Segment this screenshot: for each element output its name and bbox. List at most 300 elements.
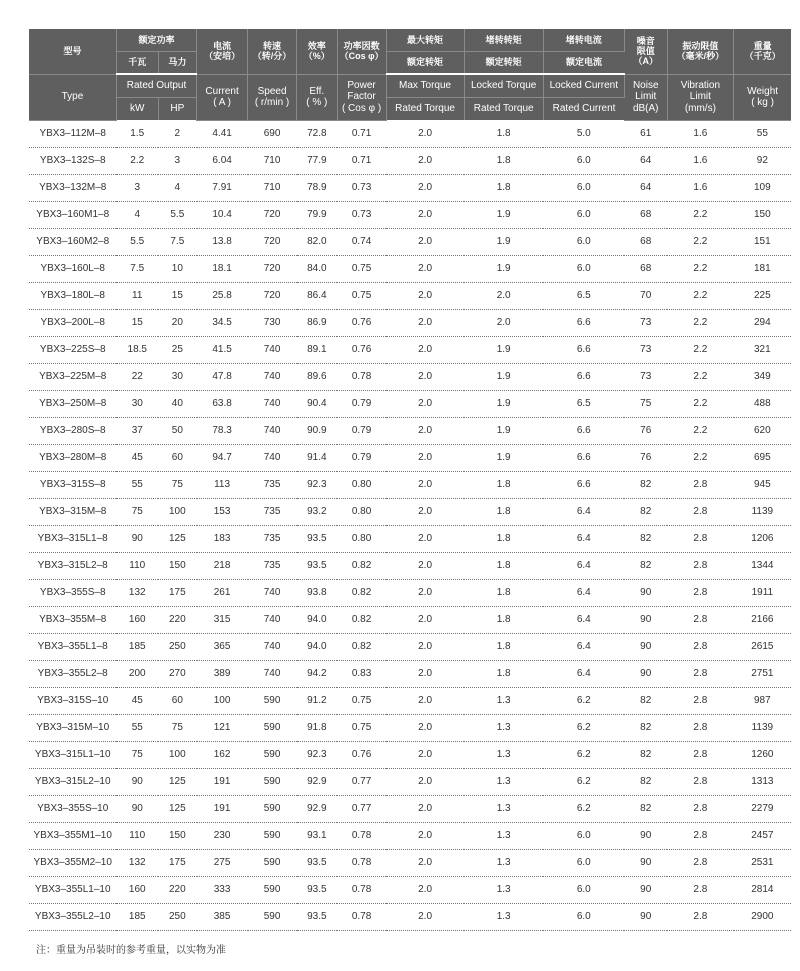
- header-maxtorque-cn: 最大转矩: [386, 29, 464, 52]
- cell-eff: 79.9: [297, 201, 338, 228]
- cell-vibration: 1.6: [667, 174, 734, 201]
- cell-noise: 64: [624, 147, 667, 174]
- cell-locked-torque: 1.8: [464, 660, 543, 687]
- cell-model: YBX3–315S–10: [29, 687, 116, 714]
- cell-weight: 2531: [734, 849, 791, 876]
- cell-vibration: 2.8: [667, 876, 734, 903]
- cell-kw: 90: [116, 795, 158, 822]
- cell-max-torque: 2.0: [386, 471, 464, 498]
- cell-model: YBX3–355L2–10: [29, 903, 116, 930]
- cell-hp: 175: [158, 849, 197, 876]
- cell-speed: 590: [248, 849, 297, 876]
- cell-kw: 1.5: [116, 120, 158, 147]
- cell-current: 100: [197, 687, 248, 714]
- cell-max-torque: 2.0: [386, 147, 464, 174]
- cell-max-torque: 2.0: [386, 579, 464, 606]
- cell-current: 191: [197, 768, 248, 795]
- cell-vibration: 2.8: [667, 633, 734, 660]
- cell-weight: 181: [734, 255, 791, 282]
- header-lockedtorque-en2: Rated Torque: [464, 98, 543, 121]
- header-lockedcurrent-en: Locked Current: [543, 74, 624, 98]
- header-speed-en: Speed ( r/min ): [248, 74, 297, 120]
- cell-current: 63.8: [197, 390, 248, 417]
- cell-noise: 82: [624, 714, 667, 741]
- cell-max-torque: 2.0: [386, 282, 464, 309]
- cell-hp: 150: [158, 552, 197, 579]
- cell-hp: 20: [158, 309, 197, 336]
- cell-noise: 82: [624, 525, 667, 552]
- spec-table-container: [29, 29, 791, 931]
- cell-noise: 68: [624, 228, 667, 255]
- table-row: [29, 579, 791, 606]
- cell-locked-current: 6.4: [543, 525, 624, 552]
- cell-speed: 735: [248, 525, 297, 552]
- table-row: [29, 309, 791, 336]
- cell-vibration: 2.2: [667, 255, 734, 282]
- cell-model: YBX3–315L2–10: [29, 768, 116, 795]
- cell-vibration: 1.6: [667, 147, 734, 174]
- cell-locked-torque: 1.8: [464, 633, 543, 660]
- cell-noise: 68: [624, 255, 667, 282]
- table-row: [29, 201, 791, 228]
- cell-pf: 0.77: [337, 795, 386, 822]
- cell-noise: 90: [624, 660, 667, 687]
- cell-pf: 0.78: [337, 903, 386, 930]
- cell-max-torque: 2.0: [386, 552, 464, 579]
- cell-kw: 30: [116, 390, 158, 417]
- cell-hp: 50: [158, 417, 197, 444]
- cell-eff: 94.0: [297, 633, 338, 660]
- header-lockedcurrent-en2: Rated Current: [543, 98, 624, 121]
- cell-vibration: 2.8: [667, 714, 734, 741]
- cell-speed: 590: [248, 768, 297, 795]
- cell-vibration: 2.8: [667, 849, 734, 876]
- cell-noise: 90: [624, 849, 667, 876]
- cell-noise: 73: [624, 309, 667, 336]
- cell-noise: 76: [624, 417, 667, 444]
- cell-locked-current: 6.2: [543, 741, 624, 768]
- cell-max-torque: 2.0: [386, 120, 464, 147]
- cell-locked-current: 6.4: [543, 660, 624, 687]
- cell-speed: 590: [248, 687, 297, 714]
- cell-weight: 92: [734, 147, 791, 174]
- cell-vibration: 2.8: [667, 552, 734, 579]
- table-row: [29, 687, 791, 714]
- cell-locked-torque: 1.9: [464, 201, 543, 228]
- cell-model: YBX3–280M–8: [29, 444, 116, 471]
- cell-eff: 92.3: [297, 741, 338, 768]
- header-vib-cn: 振动限值 （毫米/秒）: [667, 29, 734, 74]
- cell-pf: 0.73: [337, 201, 386, 228]
- header-type-en: Type: [29, 74, 116, 120]
- cell-kw: 132: [116, 579, 158, 606]
- header-current-en: Current ( A ): [197, 74, 248, 120]
- cell-locked-torque: 1.8: [464, 471, 543, 498]
- cell-eff: 77.9: [297, 147, 338, 174]
- cell-max-torque: 2.0: [386, 174, 464, 201]
- cell-current: 113: [197, 471, 248, 498]
- cell-weight: 1139: [734, 714, 791, 741]
- cell-max-torque: 2.0: [386, 660, 464, 687]
- cell-locked-current: 6.5: [543, 282, 624, 309]
- cell-model: YBX3–355M–8: [29, 606, 116, 633]
- cell-noise: 90: [624, 606, 667, 633]
- cell-kw: 110: [116, 822, 158, 849]
- cell-hp: 7.5: [158, 228, 197, 255]
- cell-model: YBX3–315M–8: [29, 498, 116, 525]
- cell-noise: 61: [624, 120, 667, 147]
- cell-locked-current: 6.6: [543, 309, 624, 336]
- cell-hp: 60: [158, 444, 197, 471]
- cell-pf: 0.76: [337, 741, 386, 768]
- cell-hp: 125: [158, 768, 197, 795]
- cell-noise: 90: [624, 633, 667, 660]
- cell-model: YBX3–355L2–8: [29, 660, 116, 687]
- cell-max-torque: 2.0: [386, 201, 464, 228]
- cell-locked-current: 6.4: [543, 606, 624, 633]
- cell-kw: 3: [116, 174, 158, 201]
- cell-kw: 110: [116, 552, 158, 579]
- cell-kw: 18.5: [116, 336, 158, 363]
- cell-pf: 0.77: [337, 768, 386, 795]
- cell-kw: 90: [116, 525, 158, 552]
- header-pf-en: Power Factor ( Cos φ ): [337, 74, 386, 120]
- cell-hp: 60: [158, 687, 197, 714]
- cell-locked-torque: 2.0: [464, 282, 543, 309]
- cell-eff: 90.9: [297, 417, 338, 444]
- cell-current: 121: [197, 714, 248, 741]
- cell-speed: 740: [248, 417, 297, 444]
- cell-locked-current: 6.0: [543, 849, 624, 876]
- cell-max-torque: 2.0: [386, 876, 464, 903]
- cell-kw: 7.5: [116, 255, 158, 282]
- cell-kw: 37: [116, 417, 158, 444]
- cell-hp: 25: [158, 336, 197, 363]
- cell-pf: 0.75: [337, 687, 386, 714]
- cell-kw: 22: [116, 363, 158, 390]
- cell-current: 230: [197, 822, 248, 849]
- cell-speed: 590: [248, 903, 297, 930]
- cell-vibration: 2.2: [667, 336, 734, 363]
- table-body: [29, 120, 791, 930]
- cell-model: YBX3–355L1–8: [29, 633, 116, 660]
- cell-current: 385: [197, 903, 248, 930]
- cell-eff: 89.6: [297, 363, 338, 390]
- table-header: [29, 29, 791, 120]
- header-lockedcurrent-cn: 堵转电流: [543, 29, 624, 52]
- cell-speed: 590: [248, 876, 297, 903]
- cell-locked-current: 6.0: [543, 228, 624, 255]
- cell-eff: 93.5: [297, 849, 338, 876]
- cell-hp: 250: [158, 903, 197, 930]
- cell-pf: 0.79: [337, 390, 386, 417]
- cell-model: YBX3–225M–8: [29, 363, 116, 390]
- cell-locked-current: 6.5: [543, 390, 624, 417]
- cell-current: 13.8: [197, 228, 248, 255]
- cell-vibration: 2.8: [667, 471, 734, 498]
- cell-eff: 93.5: [297, 903, 338, 930]
- cell-max-torque: 2.0: [386, 741, 464, 768]
- cell-kw: 185: [116, 903, 158, 930]
- table-row: [29, 633, 791, 660]
- cell-locked-current: 6.0: [543, 147, 624, 174]
- cell-vibration: 2.2: [667, 228, 734, 255]
- cell-weight: 55: [734, 120, 791, 147]
- header-hp-en: HP: [158, 98, 197, 121]
- cell-locked-torque: 1.3: [464, 822, 543, 849]
- cell-max-torque: 2.0: [386, 444, 464, 471]
- cell-locked-current: 6.0: [543, 903, 624, 930]
- cell-weight: 109: [734, 174, 791, 201]
- cell-hp: 2: [158, 120, 197, 147]
- footnote: 注：重量为吊装时的参考重量，以实物为准: [36, 945, 226, 956]
- header-lockedtorque-cn2: 额定转矩: [464, 52, 543, 75]
- cell-vibration: 2.8: [667, 579, 734, 606]
- cell-locked-torque: 1.8: [464, 120, 543, 147]
- cell-weight: 150: [734, 201, 791, 228]
- cell-vibration: 2.8: [667, 768, 734, 795]
- cell-locked-torque: 1.3: [464, 768, 543, 795]
- cell-model: YBX3–160L–8: [29, 255, 116, 282]
- cell-noise: 90: [624, 822, 667, 849]
- cell-speed: 740: [248, 444, 297, 471]
- cell-speed: 740: [248, 579, 297, 606]
- cell-eff: 91.8: [297, 714, 338, 741]
- cell-eff: 93.1: [297, 822, 338, 849]
- cell-model: YBX3–250M–8: [29, 390, 116, 417]
- table-row: [29, 282, 791, 309]
- cell-max-torque: 2.0: [386, 606, 464, 633]
- cell-pf: 0.78: [337, 849, 386, 876]
- cell-locked-torque: 1.3: [464, 741, 543, 768]
- table-row: [29, 714, 791, 741]
- cell-kw: 160: [116, 606, 158, 633]
- cell-current: 162: [197, 741, 248, 768]
- table-row: [29, 471, 791, 498]
- cell-hp: 125: [158, 525, 197, 552]
- cell-model: YBX3–225S–8: [29, 336, 116, 363]
- cell-current: 389: [197, 660, 248, 687]
- motor-spec-table: [29, 29, 791, 931]
- cell-locked-torque: 1.8: [464, 552, 543, 579]
- cell-eff: 82.0: [297, 228, 338, 255]
- cell-weight: 1139: [734, 498, 791, 525]
- cell-weight: 321: [734, 336, 791, 363]
- header-type-cn: 型号: [29, 29, 116, 74]
- cell-model: YBX3–160M1–8: [29, 201, 116, 228]
- cell-vibration: 2.8: [667, 498, 734, 525]
- cell-locked-torque: 1.8: [464, 525, 543, 552]
- cell-weight: 2166: [734, 606, 791, 633]
- table-row: [29, 525, 791, 552]
- cell-speed: 740: [248, 660, 297, 687]
- cell-locked-torque: 1.9: [464, 228, 543, 255]
- header-vib-en: Vibration Limit (mm/s): [667, 74, 734, 120]
- cell-weight: 349: [734, 363, 791, 390]
- table-row: [29, 552, 791, 579]
- cell-speed: 735: [248, 552, 297, 579]
- cell-max-torque: 2.0: [386, 255, 464, 282]
- cell-pf: 0.78: [337, 363, 386, 390]
- cell-noise: 82: [624, 471, 667, 498]
- cell-pf: 0.76: [337, 309, 386, 336]
- cell-weight: 1260: [734, 741, 791, 768]
- cell-vibration: 2.2: [667, 363, 734, 390]
- cell-hp: 125: [158, 795, 197, 822]
- table-row: [29, 363, 791, 390]
- cell-max-torque: 2.0: [386, 336, 464, 363]
- cell-kw: 55: [116, 471, 158, 498]
- cell-current: 4.41: [197, 120, 248, 147]
- cell-current: 25.8: [197, 282, 248, 309]
- cell-current: 7.91: [197, 174, 248, 201]
- cell-weight: 945: [734, 471, 791, 498]
- cell-noise: 64: [624, 174, 667, 201]
- cell-vibration: 2.2: [667, 417, 734, 444]
- cell-speed: 590: [248, 822, 297, 849]
- cell-model: YBX3–355S–8: [29, 579, 116, 606]
- cell-vibration: 2.8: [667, 741, 734, 768]
- cell-hp: 220: [158, 876, 197, 903]
- cell-vibration: 2.2: [667, 309, 734, 336]
- cell-max-torque: 2.0: [386, 363, 464, 390]
- cell-kw: 45: [116, 444, 158, 471]
- cell-weight: 1206: [734, 525, 791, 552]
- cell-speed: 730: [248, 309, 297, 336]
- cell-max-torque: 2.0: [386, 903, 464, 930]
- cell-kw: 5.5: [116, 228, 158, 255]
- cell-hp: 175: [158, 579, 197, 606]
- cell-eff: 91.4: [297, 444, 338, 471]
- cell-current: 18.1: [197, 255, 248, 282]
- cell-eff: 78.9: [297, 174, 338, 201]
- cell-noise: 90: [624, 876, 667, 903]
- cell-weight: 2279: [734, 795, 791, 822]
- header-hp-cn: 马力: [158, 52, 197, 75]
- table-row: [29, 606, 791, 633]
- cell-hp: 15: [158, 282, 197, 309]
- cell-weight: 2751: [734, 660, 791, 687]
- cell-locked-current: 6.2: [543, 687, 624, 714]
- cell-locked-torque: 1.9: [464, 444, 543, 471]
- cell-kw: 11: [116, 282, 158, 309]
- cell-noise: 70: [624, 282, 667, 309]
- cell-max-torque: 2.0: [386, 525, 464, 552]
- cell-locked-current: 6.6: [543, 444, 624, 471]
- cell-hp: 5.5: [158, 201, 197, 228]
- cell-weight: 151: [734, 228, 791, 255]
- cell-noise: 82: [624, 741, 667, 768]
- cell-pf: 0.82: [337, 633, 386, 660]
- cell-current: 365: [197, 633, 248, 660]
- cell-locked-current: 6.0: [543, 876, 624, 903]
- cell-pf: 0.75: [337, 255, 386, 282]
- cell-model: YBX3–112M–8: [29, 120, 116, 147]
- cell-kw: 90: [116, 768, 158, 795]
- cell-locked-torque: 1.9: [464, 363, 543, 390]
- cell-current: 315: [197, 606, 248, 633]
- cell-hp: 270: [158, 660, 197, 687]
- cell-locked-torque: 2.0: [464, 309, 543, 336]
- cell-pf: 0.80: [337, 498, 386, 525]
- cell-pf: 0.82: [337, 606, 386, 633]
- cell-locked-torque: 1.3: [464, 687, 543, 714]
- cell-locked-torque: 1.8: [464, 147, 543, 174]
- cell-weight: 294: [734, 309, 791, 336]
- cell-locked-current: 6.6: [543, 363, 624, 390]
- cell-locked-torque: 1.9: [464, 390, 543, 417]
- cell-locked-torque: 1.8: [464, 498, 543, 525]
- cell-locked-torque: 1.8: [464, 174, 543, 201]
- cell-pf: 0.76: [337, 336, 386, 363]
- cell-current: 333: [197, 876, 248, 903]
- cell-current: 261: [197, 579, 248, 606]
- cell-kw: 15: [116, 309, 158, 336]
- header-kw-en: kW: [116, 98, 158, 121]
- cell-eff: 89.1: [297, 336, 338, 363]
- cell-weight: 488: [734, 390, 791, 417]
- cell-speed: 720: [248, 255, 297, 282]
- cell-hp: 150: [158, 822, 197, 849]
- cell-pf: 0.74: [337, 228, 386, 255]
- header-maxtorque-cn2: 额定转矩: [386, 52, 464, 75]
- cell-noise: 82: [624, 795, 667, 822]
- cell-current: 78.3: [197, 417, 248, 444]
- cell-speed: 720: [248, 282, 297, 309]
- table-row: [29, 768, 791, 795]
- cell-current: 191: [197, 795, 248, 822]
- cell-current: 218: [197, 552, 248, 579]
- cell-speed: 740: [248, 363, 297, 390]
- cell-current: 41.5: [197, 336, 248, 363]
- cell-pf: 0.78: [337, 822, 386, 849]
- cell-pf: 0.71: [337, 147, 386, 174]
- cell-speed: 590: [248, 795, 297, 822]
- cell-locked-torque: 1.3: [464, 876, 543, 903]
- cell-hp: 3: [158, 147, 197, 174]
- cell-noise: 82: [624, 687, 667, 714]
- cell-model: YBX3–315L1–10: [29, 741, 116, 768]
- table-row: [29, 903, 791, 930]
- cell-pf: 0.82: [337, 552, 386, 579]
- table-row: [29, 498, 791, 525]
- cell-speed: 720: [248, 201, 297, 228]
- cell-locked-current: 6.2: [543, 795, 624, 822]
- cell-model: YBX3–315L1–8: [29, 525, 116, 552]
- cell-speed: 740: [248, 390, 297, 417]
- cell-weight: 987: [734, 687, 791, 714]
- cell-max-torque: 2.0: [386, 417, 464, 444]
- cell-speed: 590: [248, 714, 297, 741]
- table-row: [29, 228, 791, 255]
- cell-pf: 0.71: [337, 120, 386, 147]
- cell-locked-current: 6.6: [543, 471, 624, 498]
- header-lockedtorque-cn: 堵转转矩: [464, 29, 543, 52]
- cell-vibration: 2.8: [667, 660, 734, 687]
- table-row: [29, 174, 791, 201]
- cell-noise: 73: [624, 336, 667, 363]
- cell-kw: 185: [116, 633, 158, 660]
- cell-eff: 86.4: [297, 282, 338, 309]
- cell-max-torque: 2.0: [386, 822, 464, 849]
- cell-vibration: 2.8: [667, 525, 734, 552]
- cell-max-torque: 2.0: [386, 498, 464, 525]
- cell-current: 6.04: [197, 147, 248, 174]
- cell-kw: 75: [116, 741, 158, 768]
- cell-max-torque: 2.0: [386, 228, 464, 255]
- cell-locked-current: 6.0: [543, 822, 624, 849]
- cell-noise: 82: [624, 498, 667, 525]
